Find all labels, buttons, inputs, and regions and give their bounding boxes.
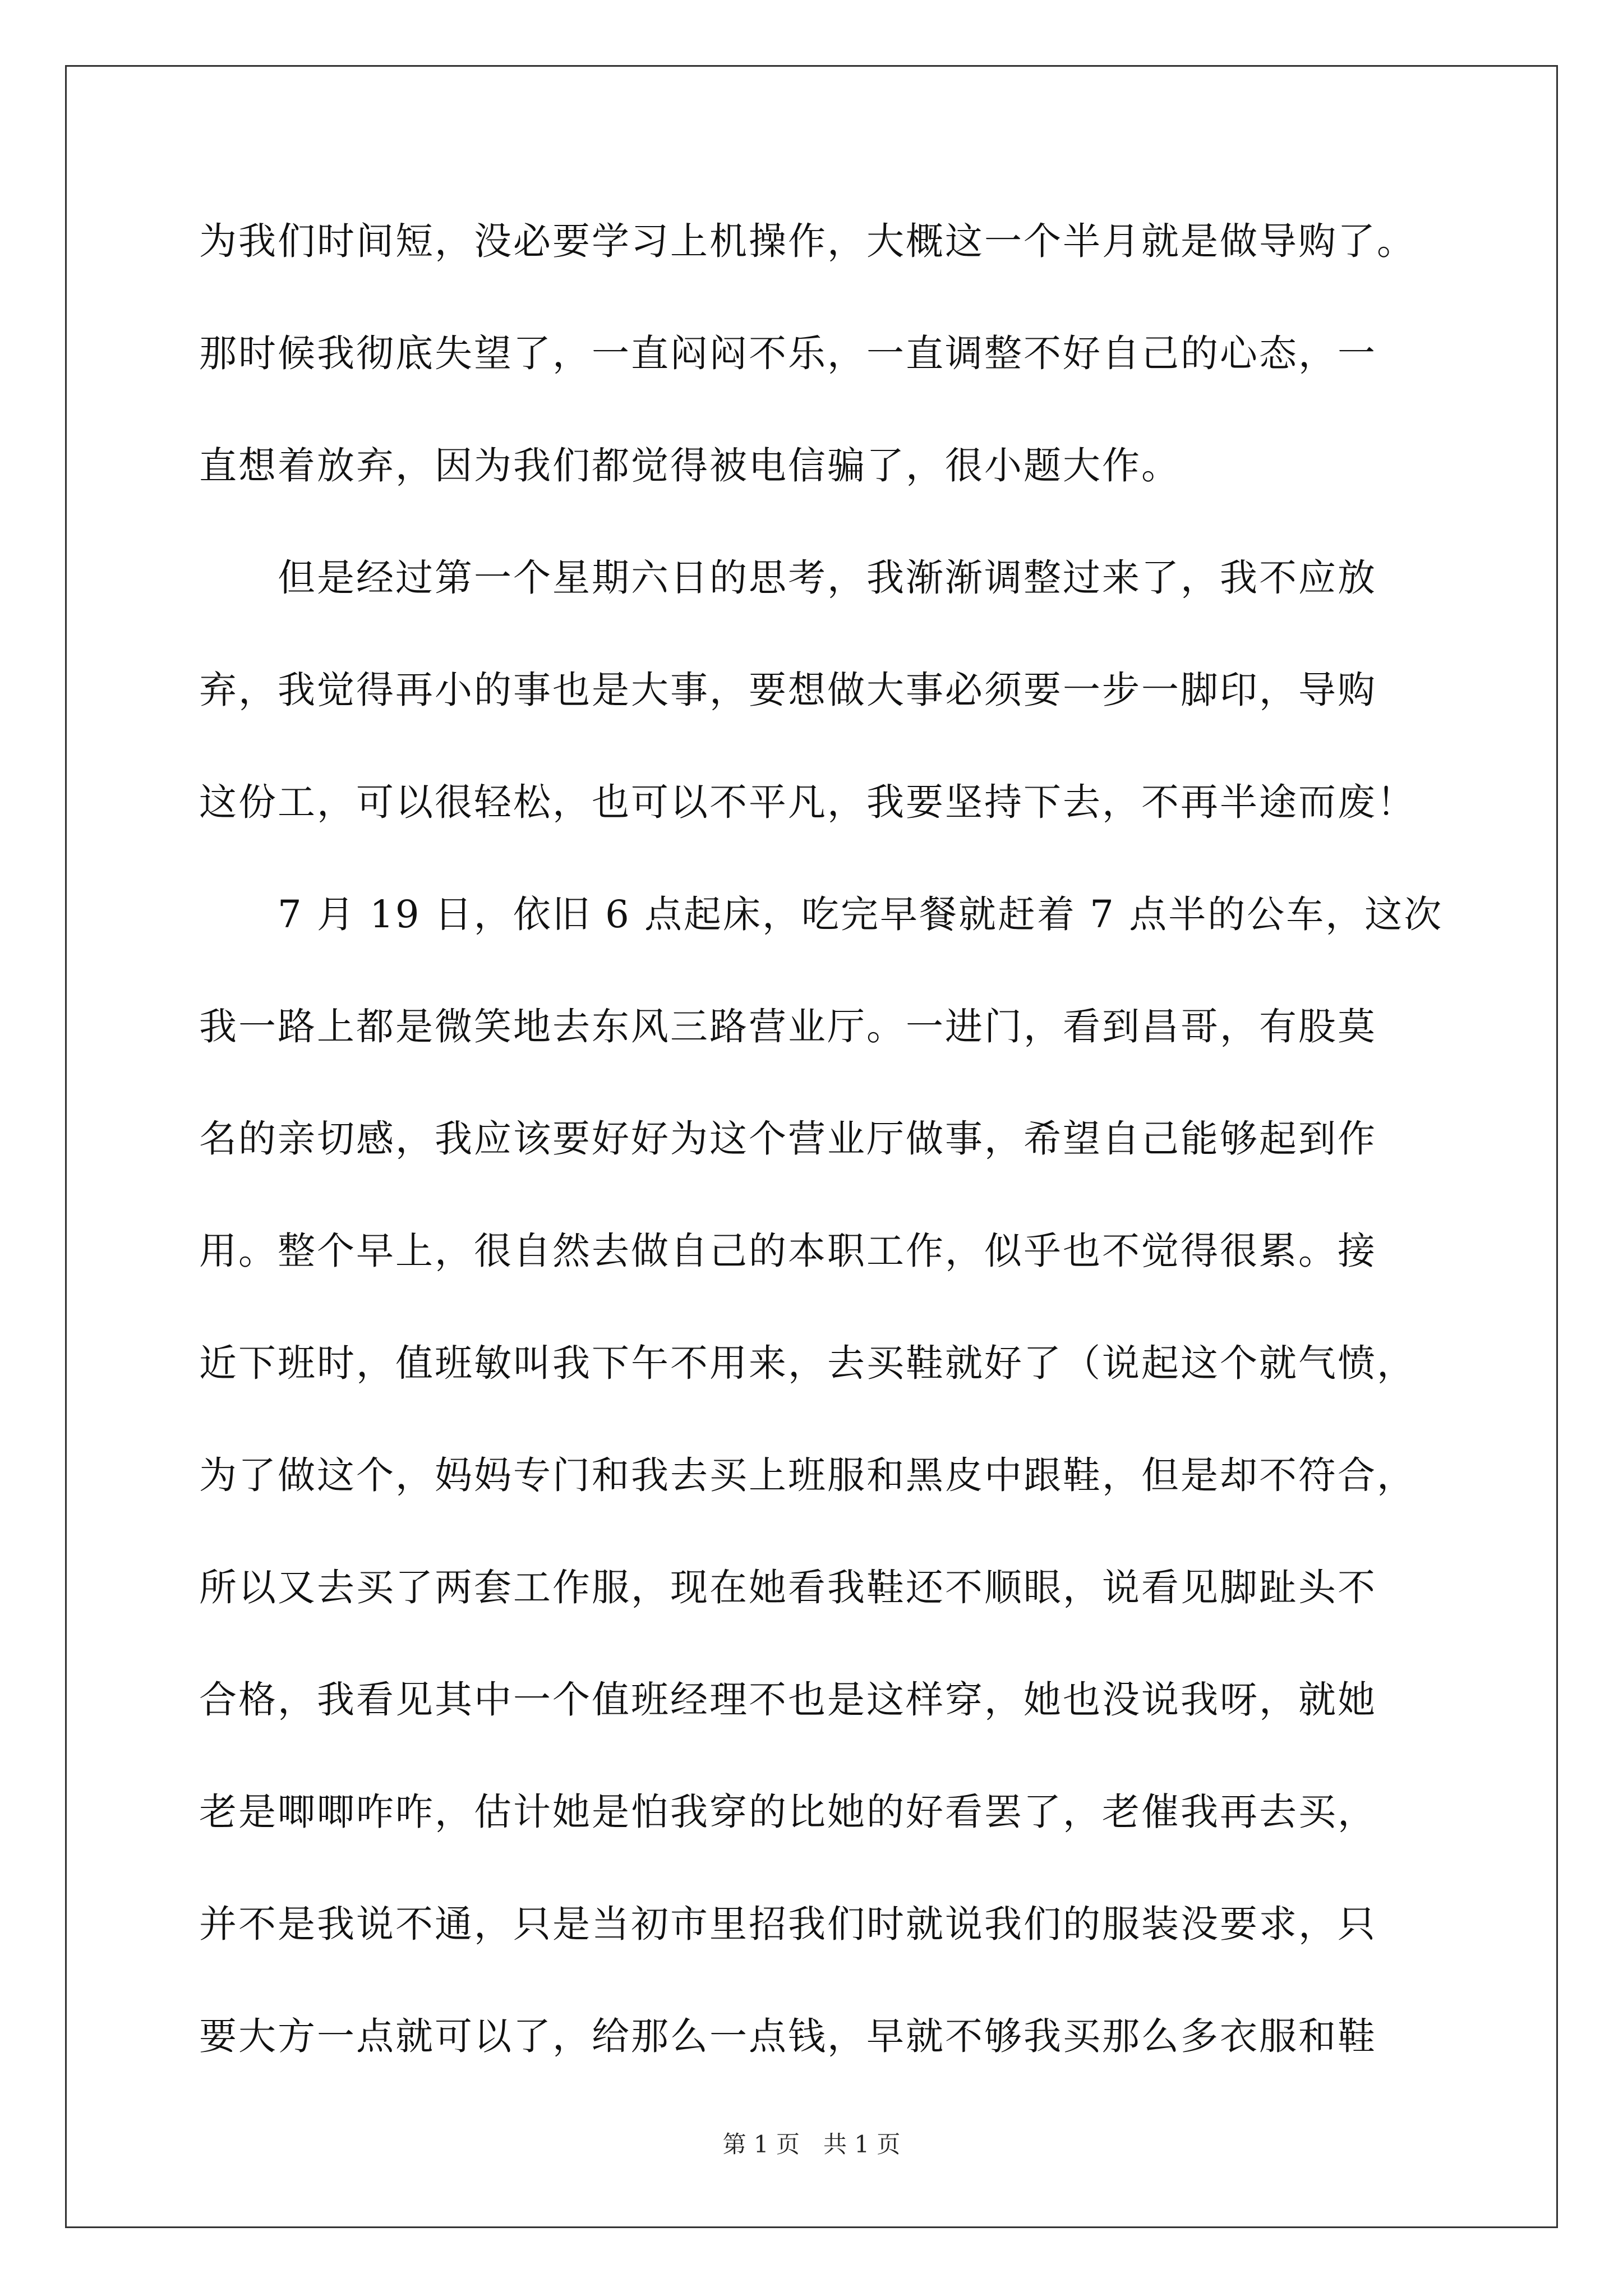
text-line: 为我们时间短，没必要学习上机操作，大概这一个半月就是做导购了。 [199, 219, 1416, 263]
text-line: 要大方一点就可以了，给那么一点钱，早就不够我买那么多衣服和鞋 [199, 2014, 1377, 2058]
text-line: 7 月 19 日，依旧 6 点起床，吃完早餐就赶着 7 点半的公车，这次 [199, 892, 1444, 936]
text-line: 合格，我看见其中一个值班经理不也是这样穿，她也没说我呀，就她 [199, 1678, 1377, 1722]
text-line: 这份工，可以很轻松，也可以不平凡，我要坚持下去，不再半途而废！ [199, 780, 1416, 824]
text-line: 为了做这个，妈妈专门和我去买上班服和黑皮中跟鞋，但是却不符合， [199, 1453, 1416, 1497]
text-line: 近下班时，值班敏叫我下午不用来，去买鞋就好了（说起这个就气愤， [199, 1341, 1416, 1385]
text-line: 用。整个早上，很自然去做自己的本职工作，似乎也不觉得很累。接 [199, 1229, 1377, 1273]
text-line: 老是唧唧咋咋，估计她是怕我穿的比她的好看罢了，老催我再去买， [199, 1790, 1377, 1834]
text-line: 我一路上都是微笑地去东风三路营业厅。一进门，看到昌哥，有股莫 [199, 1005, 1377, 1048]
text-line: 所以又去买了两套工作服，现在她看我鞋还不顺眼，说看见脚趾头不 [199, 1566, 1377, 1609]
text-line: 并不是我说不通，只是当初市里招我们时就说我们的服装没要求，只 [199, 1902, 1377, 1946]
text-line: 但是经过第一个星期六日的思考，我渐渐调整过来了，我不应放 [199, 556, 1377, 600]
text-line: 名的亲切感，我应该要好好为这个营业厅做事，希望自己能够起到作 [199, 1117, 1377, 1161]
text-line: 直想着放弃，因为我们都觉得被电信骗了，很小题大作。 [199, 444, 1181, 487]
page-footer: 第 1 页 共 1 页 [722, 2131, 901, 2158]
text-line: 那时候我彻底失望了，一直闷闷不乐，一直调整不好自己的心态，一 [199, 332, 1377, 375]
text-line: 弃，我觉得再小的事也是大事，要想做大事必须要一步一脚印，导购 [199, 668, 1377, 712]
